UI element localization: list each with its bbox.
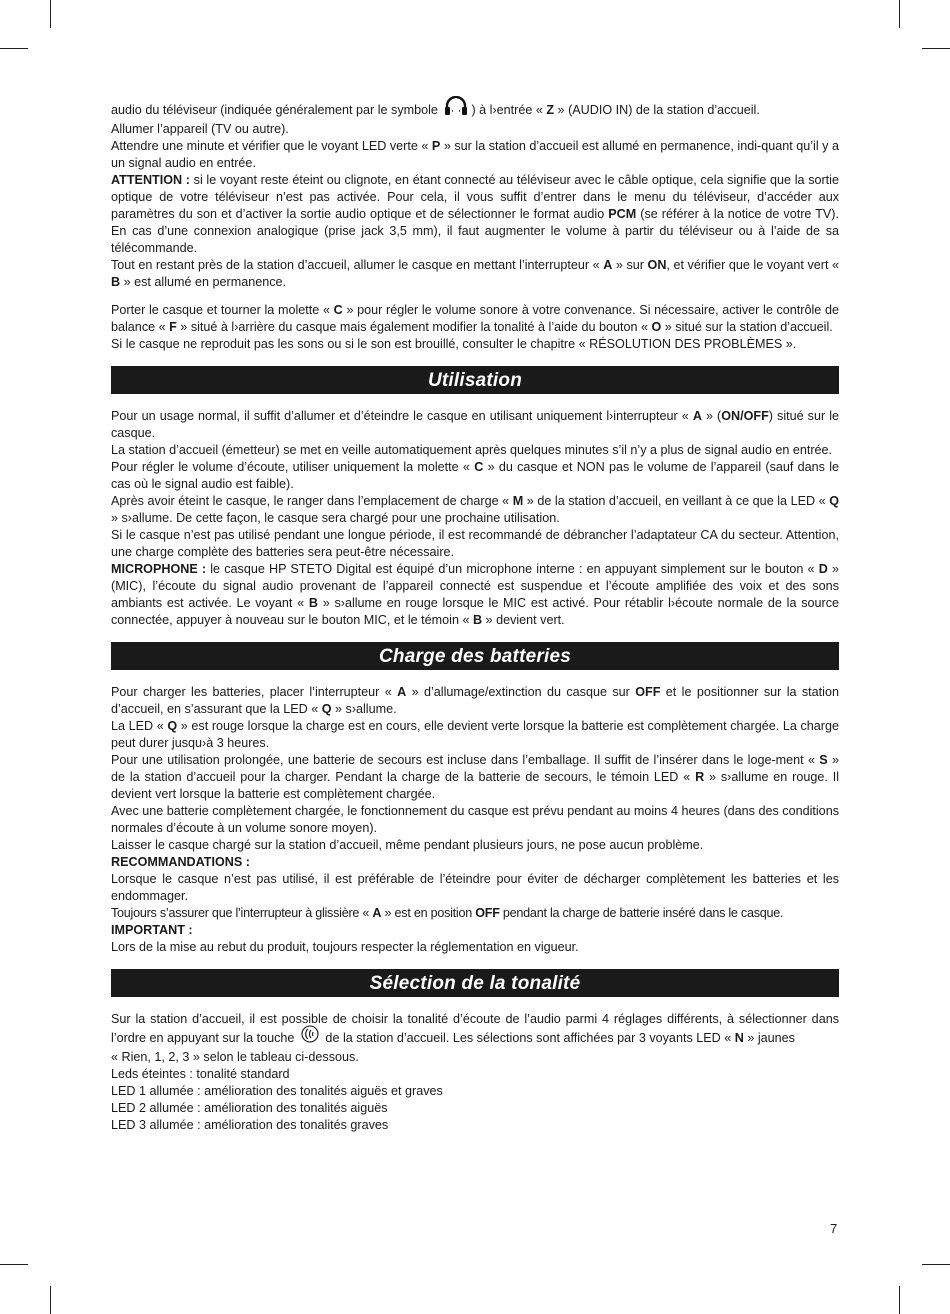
crop-mark (50, 0, 51, 28)
crop-mark (50, 1286, 51, 1314)
crop-mark (922, 48, 950, 49)
paragraph: Lors de la mise au rebut du produit, toujours respecter la réglementation en vigueur. (111, 940, 579, 954)
section-heading-tonalite: Sélection de la tonalité (111, 969, 839, 997)
paragraph: Laisser le casque chargé sur la station d’accueil, même pendant plusieurs jours, ne pose aucun problème. (111, 838, 704, 852)
paragraph: audio du téléviseur (indiquée généralement par le symbole ) à l›entrée « Z » (AUDIO IN) de la station d’accueil. (111, 100, 839, 121)
paragraph: Leds éteintes : tonalité standard (111, 1067, 290, 1081)
section-heading-utilisation: Utilisation (111, 366, 839, 394)
paragraph: Attendre une minute et vérifier que le voyant LED verte « P » sur la station d’accueil est allumé en permanence, indi-quant qu’il y a un signal audio en entrée. (111, 139, 840, 170)
paragraph: Pour régler le volume d’écoute, utiliser uniquement la molette « C » du casque et NON pas le volume de l’appareil (sauf dans le cas où le signal audio est faible). (111, 460, 839, 491)
crop-mark (899, 0, 900, 28)
paragraph: LED 2 allumée : amélioration des tonalités aiguës (111, 1101, 388, 1115)
page-number: 7 (830, 1221, 838, 1236)
crop-mark (922, 1264, 950, 1265)
paragraph: Avec une batterie complètement chargée, le fonctionnement du casque est prévu pendant au moins 4 heures (dans des conditions normales d’écoute à un volume sonore moyen). (111, 804, 839, 835)
section-heading-charge: Charge des batteries (111, 642, 839, 670)
paragraph: Si le casque ne reproduit pas les sons ou si le son est brouillé, consulter le chapitre « RÉSOLUTION DES PROBLÈMES ». (111, 337, 797, 351)
paragraph: Allumer l’appareil (TV ou autre). (111, 122, 289, 136)
paragraph: ATTENTION : si le voyant reste éteint ou clignote, en étant connecté au téléviseur avec le câble optique, cela signifie que la sortie optique de votre téléviseur n’est pas activée. Pour cela, il vous suffit d’entrer dans le menu du téléviseur, d’accéder aux paramètres du son et d’activer la sortie audio optique et de sélectionner le format audio PCM (se référer à la notice de votre TV). En cas d’une connexion analogique (prise jack 3,5 mm), il faut augmenter le volume à partir du téléviseur ou à l’aide de sa télécommande. (111, 173, 839, 255)
paragraph: Pour charger les batteries, placer l’interrupteur « A » d’allumage/extinction du casque sur OFF et le positionner sur la station d’accueil, en s’assurant que la LED « Q » s›allume. (111, 685, 839, 716)
paragraph: Porter le casque et tourner la molette « C » pour régler le volume sonore à votre convenance. Si nécessaire, activer le contrôle de balance « F » situé à l›arrière du casque mais également modifier la tonalité à l’aide du bouton « O » situé sur la station d’accueil. (111, 303, 839, 334)
paragraph: « Rien, 1, 2, 3 » selon le tableau ci-dessous. (111, 1050, 359, 1064)
paragraph: LED 3 allumée : amélioration des tonalités graves (111, 1118, 389, 1132)
paragraph: MICROPHONE : le casque HP STETO Digital est équipé d’un microphone interne : en appuyant simplement sur le bouton « D » (MIC), l’écoute du signal audio provenant de l’appareil connecté est suspendue et l’écoute amplifiée des voix et des sons ambiants est activée. Le voyant « B » s›allume en rouge lorsque le MIC est activé. Pour rétablir l›écoute normale de la source connectée, appuyer à nouveau sur le bouton MIC, et le témoin « B » devient vert. (111, 562, 839, 627)
paragraph: Sur la station d’accueil, il est possible de choisir la tonalité d’écoute de l’audio parmi 4 réglages différents, à sélectionner dans l’ordre en appuyant sur la touche de la station d’accueil. Les sélections sont affichées par 3 voyants LED « N » jaunes (111, 1011, 839, 1049)
crop-mark (0, 1264, 28, 1265)
paragraph: Après avoir éteint le casque, le ranger dans l’emplacement de charge « M » de la station d’accueil, en veillant à ce que la LED « Q » s›allume. De cette façon, le casque sera chargé pour une prochaine utilisation. (111, 494, 839, 525)
paragraph: Toujours s’assurer que l’interrupteur à glissière « A » est en position OFF pendant la charge de batterie inséré dans le casque. (111, 906, 784, 920)
tone-button-icon (300, 1024, 320, 1049)
paragraph: IMPORTANT : (111, 923, 193, 937)
paragraph: La LED « Q » est rouge lorsque la charge est en cours, elle devient verte lorsque la batterie est complètement chargée. La charge peut durer jusqu›à 3 heures. (111, 719, 839, 750)
paragraph: La station d’accueil (émetteur) se met en veille automatiquement après quelques minutes s’il n’y a plus de signal audio en entrée. (111, 443, 833, 457)
headphone-icon (443, 96, 469, 121)
paragraph: Pour une utilisation prolongée, une batterie de secours est incluse dans l’emballage. Il suffit de l’insérer dans le loge-ment « S » de la station d’accueil pour la charger. Pendant la charge de la batterie de secours, le témoin LED « R » s›allume en rouge. Il devient vert lorsque la batterie est complètement chargée. (111, 753, 839, 801)
crop-mark (899, 1286, 900, 1314)
paragraph: Si le casque n’est pas utilisé pendant une longue période, il est recommandé de débrancher l’adaptateur CA du secteur. Attention, une charge complète des batteries sera peut-être nécessaire. (111, 528, 839, 559)
paragraph: Tout en restant près de la station d’accueil, allumer le casque en mettant l’interrupteur « A » sur ON, et vérifier que le voyant vert « B » est allumé en permanence. (111, 258, 840, 289)
page-content (111, 100, 839, 1134)
paragraph: Pour un usage normal, il suffit d’allumer et d’éteindre le casque en utilisant uniquement l›interrupteur « A » (ON/OFF) situé sur le casque. (111, 409, 840, 440)
crop-mark (0, 48, 28, 49)
paragraph: LED 1 allumée : amélioration des tonalités aiguës et graves (111, 1084, 443, 1098)
paragraph: RECOMMANDATIONS : (111, 855, 250, 869)
paragraph: Lorsque le casque n’est pas utilisé, il est préférable de l’éteindre pour éviter de décharger complètement les batteries et les endommager. (111, 872, 839, 903)
